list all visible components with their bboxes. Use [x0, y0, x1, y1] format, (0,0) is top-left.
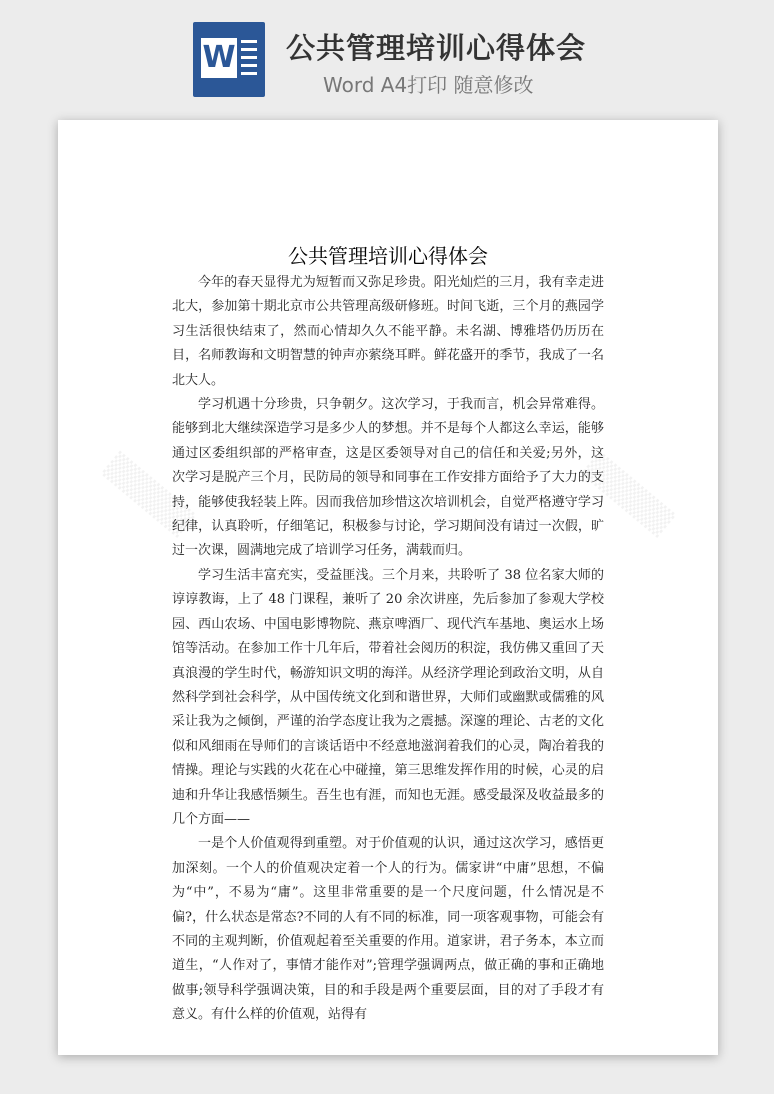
watermark-right: ▒▒▒▒▒ — [580, 451, 676, 539]
paragraph: 学习生活丰富充实，受益匪浅。三个月来，共聆听了 38 位名家大师的谆谆教诲，上了 48 门课程，兼听了 20 余次讲座，先后参加了参观大学校园、西山农场、中国电影博物院、燕京啤酒厂、现代汽车基地、奥运水上场馆等活动。在参加工作十几年后，带着社会阅历的积淀，我仿佛又重回了天真浪漫的学生时代，畅游知识文明的海洋。从经济学理论到政治文明，从自然科学到社会科学，从中国传统文化到和谐世界，大师们或幽默或儒雅的风采让我为之倾倒，严谨的治学态度让我为之震撼。深邃的理论、古老的文化似和风细雨在导师们的言谈话语中不经意地滋润着我们的心灵，陶冶着我的情操。理论与实践的火花在心中碰撞，第三思维发挥作用的时候，心灵的启迪和升华让我感悟频生。吾生也有涯，而知也无涯。感受最深及收益最多的几个方面—— — [172, 567, 604, 827]
page-title: 公共管理培训心得体会 — [286, 31, 587, 65]
page-subtitle: Word A4打印 随意修改 — [323, 73, 534, 97]
word-icon-lines — [241, 40, 257, 80]
word-icon — [193, 22, 265, 97]
word-icon-letter: W — [201, 38, 237, 78]
paragraph: 一是个人价值观得到重塑。对于价值观的认识，通过这次学习，感悟更加深刻。一个人的价值观决定着一个人的行为。儒家讲“中庸”思想，不偏为“中”，不易为“庸”。这里非常重要的是一个尺度问题，什么情况是不偏?，什么状态是常态?不同的人有不同的标准，同一项客观事物，可能会有不同的主观判断，价值观起着至关重要的作用。道家讲，君子务本，本立而道生，“人作对了，事情才能作对”;管理学强调两点，做正确的事和正确地做事;领导科学强调决策，目的和手段是两个重要层面，目的对了手段才有意义。有什么样的价值观，站得有 — [172, 836, 604, 1023]
paragraph: 今年的春天显得尤为短暂而又弥足珍贵。阳光灿烂的三月，我有幸走进北大，参加第十期北京市公共管理高级研修班。时间飞逝，三个月的燕园学习生活很快结束了，然而心情却久久不能平静。未名湖、博雅塔仍历历在目，名师教诲和文明智慧的钟声亦萦绕耳畔。鲜花盛开的季节，我成了一名北大人。 — [172, 275, 604, 388]
document-body — [172, 271, 604, 1028]
paragraph: 学习机遇十分珍贵，只争朝夕。这次学习，于我而言，机会异常难得。能够到北大继续深造学习是多少人的梦想。并不是每个人都这么幸运，能够通过区委组织部的严格审查，这是区委领导对自己的信任和关爱;另外，这次学习是脱产三个月，民防局的领导和同事在工作安排方面给予了大力的支持，能够使我轻装上阵。因而我倍加珍惜这次培训机会，自觉严格遵守学习纪律，认真聆听，仔细笔记，积极参与讨论，学习期间没有请过一次假，旷过一次课，圆满地完成了培训学习任务，满载而归。 — [172, 397, 604, 559]
watermark-left: ▒▒▒▒▒ — [100, 451, 196, 539]
document-page — [58, 120, 718, 1055]
document-title: 公共管理培训心得体会 — [288, 244, 488, 268]
header — [0, 0, 774, 112]
